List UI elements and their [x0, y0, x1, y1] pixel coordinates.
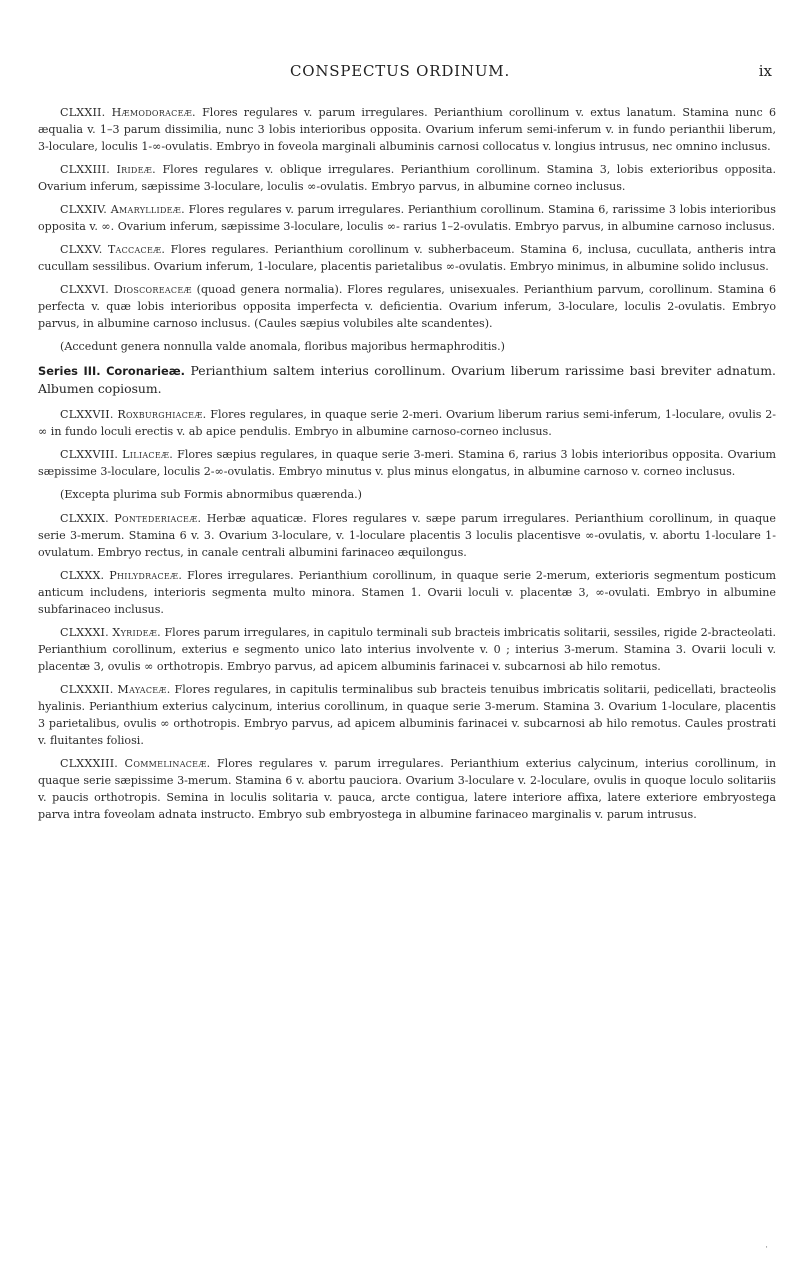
print-speck: ·: [765, 1243, 768, 1253]
family-name: Amaryllideæ.: [110, 203, 185, 216]
order-description: (quoad genera normalia). Flores regulares, unisexuales. Perianthium parvum, corollinum. Stamina 6 perfecta v. quæ lobis interioribus opposita imperfecta v. deficientia. Ovarium inferum, 3-loculare, loculis 2-ovulatis. Embryo parvus, in albumine carnoso inclusus. (Caules sæpius volubiles alte scandentes).: [38, 283, 777, 330]
order-number: CLXXIII.: [60, 163, 110, 176]
family-name: Liliaceæ.: [122, 448, 174, 461]
order-number: CLXXII.: [60, 106, 106, 119]
order-entry-172: [38, 104, 776, 155]
order-description: Flores regulares. Perianthium corollinum v. subherbaceum. Stamina 6, inclusa, cucullata, antheris intra cucullam sessilibus. Ovarium inferum, 1-loculare, placentis parietalibus ∞-ovulatis. Embryo minimus, in albumine solido inclusus.: [38, 243, 776, 273]
order-number: CLXXXI.: [60, 626, 109, 639]
order-description: Flores parum irregulares, in capitulo terminali sub bracteis imbricatis solitarii, sessiles, rigide 2-bracteolati. Perianthium corollinum, exterius e segmento unico lato interius involvente v. 0 ; interius 3-merum. Stamina 3. Ovarii loculi v. placentæ 3, ovulis ∞ orthotropis. Embryo parvus, ad apicem albuminis farinacei v. subcarnosi ab hilo remotus.: [38, 626, 777, 673]
family-name: Taccaceæ.: [107, 243, 166, 256]
order-number: CLXXXII.: [60, 683, 114, 696]
order-entry-182: [38, 681, 776, 749]
order-entry-179: [38, 510, 776, 561]
family-name: Dioscoreaceæ: [113, 283, 192, 296]
order-entry-173: [38, 161, 776, 195]
order-description: Flores regulares, in capitulis terminalibus sub bracteis tenuibus imbricatis solitarii, pedicellati, bracteolis hyalinis. Perianthium exterius calycinum, interius corollinum, in quaque serie 3-merum. Stamina 3. Ovarium 1-loculare, placentis 3 parietalibus, ovulis ∞ orthotropis. Embryo parvus, ad apicem albuminis farinacei v. subcarnosi ab hilo remotus. Caules prostrati v. fluitantes foliosi.: [38, 683, 777, 747]
order-entry-174: [38, 201, 776, 235]
order-number: CLXXXIII.: [60, 757, 119, 770]
series-name: Series III. Coronarieæ.: [38, 364, 185, 378]
order-number: CLXXV.: [60, 243, 103, 256]
family-name: Mayaceæ.: [117, 683, 171, 696]
note-excepta: (Excepta plurima sub Formis abnormibus quærenda.): [60, 488, 362, 501]
order-entry-177: [38, 406, 776, 440]
order-description: Herbæ aquaticæ. Flores regulares v. sæpe parum irregulares. Perianthium corollinum, in quaque serie 3-merum. Stamina 6 v. 3. Ovarium 3-loculare, v. 1-loculare placentis 3 loculis placentisve ∞-ovulatis, v. abortu 1-loculare 1-ovulatum. Embryo rectus, in canale centrali albumini farinaceo æquilongus.: [38, 512, 776, 559]
page-number: ix: [758, 62, 772, 80]
order-number: CLXXVIII.: [60, 448, 119, 461]
order-number: CLXXX.: [60, 569, 105, 582]
order-description: Flores regulares v. parum irregulares. Perianthium corollinum v. extus lanatum. Stamina nunc 6 æqualia v. 1–3 parum dissimilia, nunc 3 lobis interioribus opposita. Ovarium inferum semi-inferum v. in fundo perianthii liberum, 3-loculare, loculis 1-∞-ovulatis. Embryo in foveola marginali albuminis carnosi collocatus v. longius intrusus, nec omnino inclusus.: [38, 106, 776, 153]
family-name: Pontederiaceæ.: [114, 512, 202, 525]
running-head: [0, 62, 800, 86]
order-description: Flores regulares, in quaque serie 2-meri. Ovarium liberum rarius semi-inferum, 1-loculare, ovulis 2-∞ in fundo loculi erectis v. ab apice pendulis. Embryo in albumine carnoso-corneo inclusus.: [38, 408, 777, 438]
order-number: CLXXIX.: [60, 512, 109, 525]
order-description: Flores regulares v. oblique irregulares. Perianthium corollinum. Stamina 3, lobis exterioribus opposita. Ovarium inferum, sæpissime 3-loculare, loculis ∞-ovulatis. Embryo parvus, in albumine corneo inclusus.: [38, 163, 776, 193]
order-entry-181: [38, 624, 776, 675]
family-name: Xyrideæ.: [112, 626, 161, 639]
family-name: Commelinaceæ.: [124, 757, 211, 770]
family-name: Philydraceæ.: [109, 569, 183, 582]
order-entry-176: [38, 281, 776, 332]
page-title: CONSPECTUS ORDINUM.: [289, 62, 511, 80]
order-number: CLXXVI.: [60, 283, 109, 296]
order-description: Flores regulares v. parum irregulares. Perianthium corollinum. Stamina 6, rarissime 3 lobis interioribus opposita v. ∞. Ovarium inferum, sæpissime 3-loculare, loculis ∞- rarius 1–2-ovulatis. Embryo parvus, in albumine carnoso inclusus.: [38, 203, 777, 233]
order-entry-175: [38, 241, 776, 275]
family-name: Roxburghiaceæ.: [117, 408, 207, 421]
order-entry-183: [38, 755, 776, 823]
series-heading: [38, 362, 776, 398]
order-description: Flores irregulares. Perianthium corollinum, in quaque serie 2-merum, exterioris segmentum posticum anticum includens, interioris segmenta multo minora. Stamen 1. Ovarii loculi v. placentæ 3, ∞-ovulati. Embryo in albumine subfarinaceo inclusus.: [38, 569, 776, 616]
body-text: [38, 104, 776, 829]
order-number: CLXXIV.: [60, 203, 108, 216]
family-name: Hæmodoraceæ.: [111, 106, 196, 119]
order-entry-178: [38, 446, 776, 480]
note-accedunt: (Accedunt genera nonnulla valde anomala, floribus majoribus hermaphroditis.): [60, 340, 505, 353]
family-name: Irideæ.: [116, 163, 156, 176]
order-number: CLXXVII.: [60, 408, 114, 421]
series-description: Perianthium saltem interius corollinum. Ovarium liberum rarissime basi breviter adnatum. Albumen copiosum.: [38, 363, 776, 396]
order-description: Flores sæpius regulares, in quaque serie 3-meri. Stamina 6, rarius 3 lobis interioribus opposita. Ovarium sæpissime 3-loculare, loculis 2-∞-ovulatis. Embryo minutus v. plus minus elongatus, in albumine carnoso v. corneo inclusus.: [38, 448, 777, 478]
order-entry-180: [38, 567, 776, 618]
order-description: Flores regulares v. parum irregulares. Perianthium exterius calycinum, interius corollinum, in quaque serie sæpissime 3-merum. Stamina 6 v. abortu pauciora. Ovarium 3-loculare v. 2-loculare, ovulis in quoque loculo solitariis v. paucis orthotropis. Semina in loculis solitaria v. pauca, arcte contigua, latere interiore affixa, latere exteriore embryostega parva intra foveolam adnata instructo. Embryo sub embryostega in albumine farinaceo marginalis v. parum intrusus.: [38, 757, 776, 821]
